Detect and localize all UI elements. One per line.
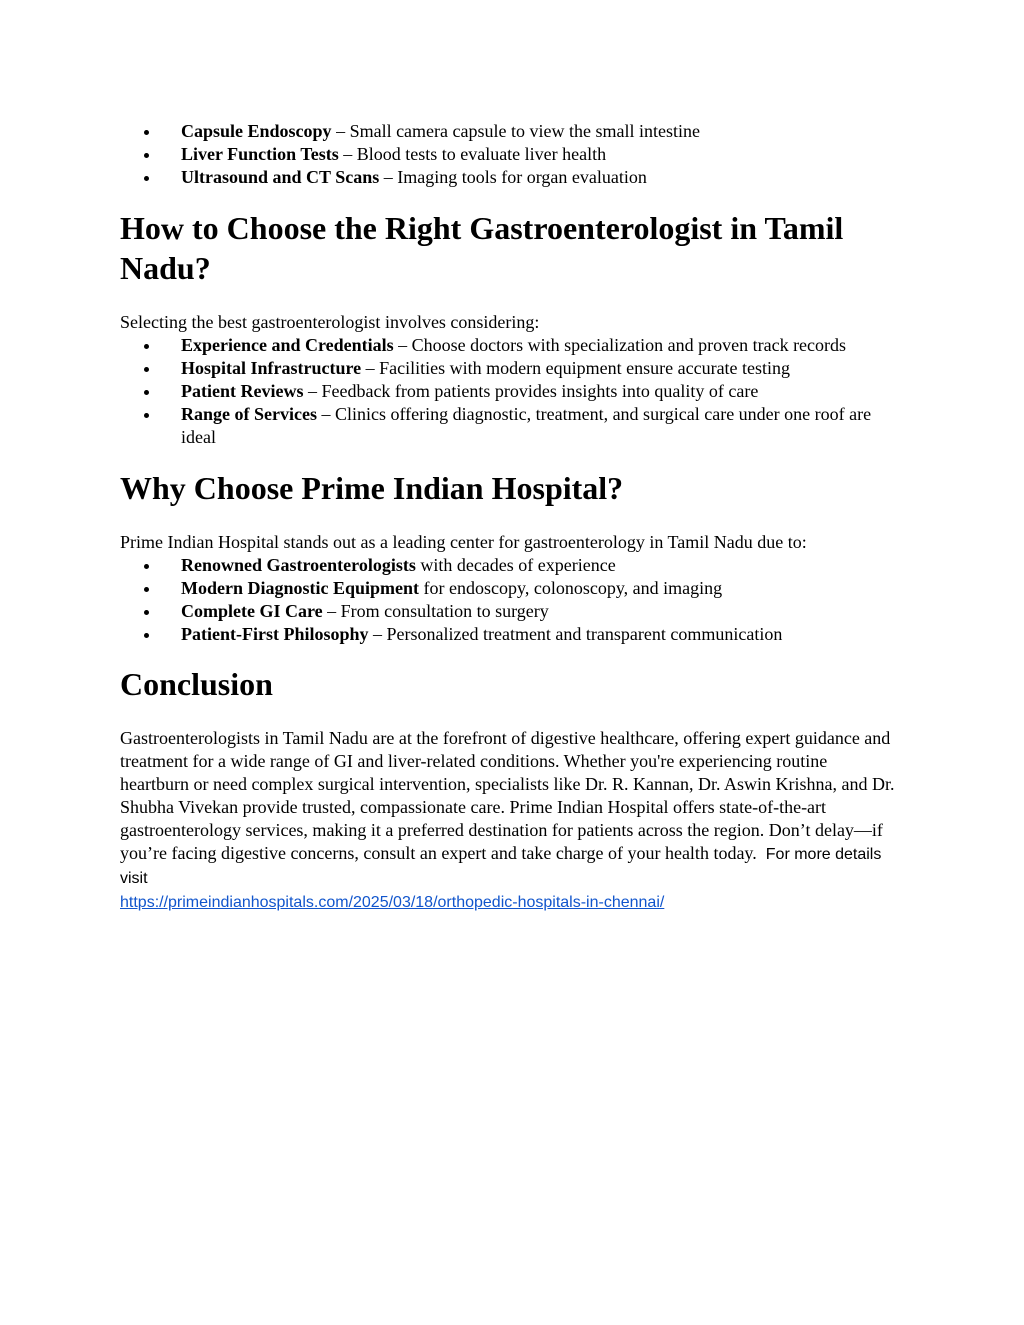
- tests-list: [120, 120, 900, 189]
- list-item: [120, 577, 900, 600]
- item-bold: Patient-First Philosophy: [181, 624, 369, 644]
- choose-list: [120, 334, 900, 449]
- list-item: [120, 357, 900, 380]
- item-text: – Feedback from patients provides insights into quality of care: [303, 381, 759, 401]
- conclusion-text: Gastroenterologists in Tamil Nadu are at the forefront of digestive healthcare, offering expert guidance and treatment for a wide range of GI and liver-related conditions. Whether you're experiencing routine heartburn or need complex surgical intervention, specialists like Dr. R. Kannan, Dr. Aswin Krishna, and Dr. Shubha Vivekan provide trusted, compassionate care. Prime Indian Hospital offers state-of-the-art gastroenterology services, making it a preferred destination for patients across the region. Don’t delay—if you’re facing digestive concerns, consult an expert and take charge of your health today.: [120, 728, 895, 863]
- article-link[interactable]: https://primeindianhospitals.com/2025/03/18/orthopedic-hospitals-in-chennai/: [120, 894, 665, 911]
- bullet-icon: [144, 176, 149, 181]
- item-bold: Range of Services: [181, 404, 317, 424]
- item-text: – Small camera capsule to view the small intestine: [331, 121, 700, 141]
- list-item: [120, 403, 900, 449]
- conclusion-body: [120, 727, 900, 914]
- item-text: for endoscopy, colonoscopy, and imaging: [419, 578, 723, 598]
- item-text: – Choose doctors with specialization and proven track records: [393, 335, 847, 355]
- conclusion-heading: Conclusion: [120, 666, 273, 702]
- bullet-icon: [144, 344, 149, 349]
- item-bold: Modern Diagnostic Equipment: [181, 578, 420, 598]
- list-item: [120, 623, 900, 646]
- item-text: – Blood tests to evaluate liver health: [338, 144, 607, 164]
- more-details-label: For more details visit: [120, 846, 882, 887]
- bullet-icon: [144, 367, 149, 372]
- list-item: [120, 380, 900, 403]
- item-text: – Imaging tools for organ evaluation: [379, 167, 647, 187]
- why-intro: Prime Indian Hospital stands out as a leading center for gastroenterology in Tamil Nadu due to:: [120, 532, 807, 552]
- bullet-icon: [144, 587, 149, 592]
- choose-heading: How to Choose the Right Gastroenterologist in Tamil Nadu?: [120, 210, 844, 286]
- bullet-icon: [144, 564, 149, 569]
- item-bold: Liver Function Tests: [181, 144, 339, 164]
- bullet-icon: [144, 610, 149, 615]
- item-bold: Patient Reviews: [181, 381, 304, 401]
- list-item: [120, 334, 900, 357]
- bullet-icon: [144, 153, 149, 158]
- item-text: – Personalized treatment and transparent communication: [368, 624, 783, 644]
- item-bold: Ultrasound and CT Scans: [181, 167, 380, 187]
- list-item: [120, 600, 900, 623]
- list-item: [120, 554, 900, 577]
- item-text: with decades of experience: [415, 555, 616, 575]
- choose-intro: Selecting the best gastroenterologist involves considering:: [120, 312, 540, 332]
- bullet-icon: [144, 390, 149, 395]
- list-item: [120, 143, 900, 166]
- item-text: – Clinics offering diagnostic, treatment, and surgical care under one roof are ideal: [181, 404, 872, 447]
- list-item: [120, 120, 900, 143]
- bullet-icon: [144, 413, 149, 418]
- document-page: [120, 120, 900, 914]
- list-item: [120, 166, 900, 189]
- bullet-icon: [144, 633, 149, 638]
- item-bold: Complete GI Care: [181, 601, 323, 621]
- item-text: – From consultation to surgery: [322, 601, 549, 621]
- item-bold: Experience and Credentials: [181, 335, 394, 355]
- item-bold: Capsule Endoscopy: [181, 121, 332, 141]
- item-bold: Renowned Gastroenterologists: [181, 555, 416, 575]
- item-bold: Hospital Infrastructure: [181, 358, 362, 378]
- why-list: [120, 554, 900, 646]
- item-text: – Facilities with modern equipment ensure accurate testing: [361, 358, 791, 378]
- why-heading: Why Choose Prime Indian Hospital?: [120, 470, 624, 506]
- bullet-icon: [144, 130, 149, 135]
